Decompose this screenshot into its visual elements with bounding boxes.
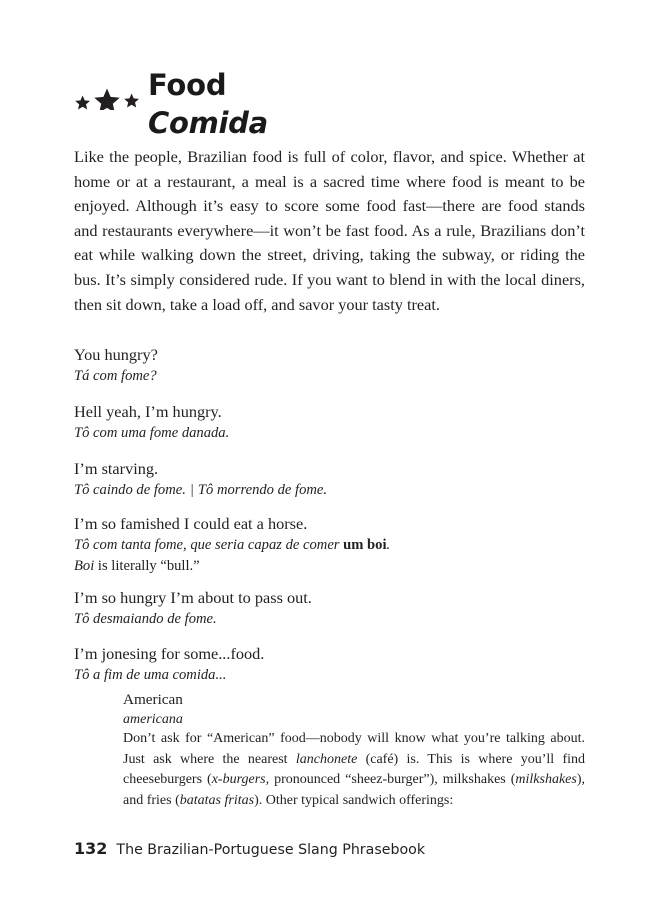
sub-entry-english: American [123,691,183,708]
phrase-variant: Tô caindo de fome. [74,482,186,498]
sub-entry [123,690,585,811]
large-star-icon [94,89,119,111]
phrase-english: I’m so famished I could eat a horse. [74,514,308,533]
phrase-entry [74,458,594,501]
phrase-portuguese: Tô com tanta fome, que seria capaz de comer um boi. [74,537,391,553]
phrase-portuguese: Tô desmaiando de fome. [74,611,217,627]
phrase-english: Hell yeah, I’m hungry. [74,402,222,421]
phrase-entry [74,513,594,576]
small-star-left-icon [75,96,90,110]
phrase-entry [74,587,594,630]
page-footer [74,838,425,861]
phrase-note: Boi is literally “bull.” [74,558,200,574]
phrase-english: I’m starving. [74,459,159,478]
phrase-portuguese: Tá com fome? [74,368,157,384]
book-title: The Brazilian-Portuguese Slang Phrasebook [116,842,426,858]
phrase-english: I’m jonesing for some...food. [74,644,265,663]
intro-paragraph: Like the people, Brazilian food is full of color, flavor, and spice. Whether at home or at a restaurant, a meal is a sacred time where food is meant to be enjoyed. Although it’s easy to score some food fast—there are food stands and restaurants everywhere—it won’t be fast food. As a rule, Brazilians don’t eat while walking down the street, driving, taking the subway, or riding the bus. It’s simply considered rude. If you want to blend in with the local diners, then sit down, take a load off, and savor your tasty treat. [74,147,585,314]
section-title: Food [148,68,227,102]
variant-separator: | [189,482,194,498]
phrase-entry [74,344,594,387]
phrase-english: I’m so hungry I’m about to pass out. [74,588,312,607]
sub-entry-portuguese: americana [123,712,183,727]
small-star-right-icon [124,94,139,108]
phrase-portuguese: Tô com uma fome danada. [74,425,230,441]
phrase-variant: Tô morrendo de fome. [197,482,328,498]
phrase-entry [74,643,594,686]
phrase-portuguese: Tô a fim de uma comida... [74,667,227,683]
emphasis: horse [267,514,304,533]
phrase-portuguese [74,480,594,501]
section-subtitle: Comida [148,106,268,140]
three-stars-icon [74,88,144,110]
phrase-entry [74,401,594,444]
phrase-english: You hungry? [74,345,158,364]
emphasis: um boi [343,537,387,553]
sub-entry-description: Don’t ask for “American” food—nobody will know what you’re talking about. Just ask where the nearest lanchonete (café) is. This is where you’ll find cheeseburgers (x-burgers, pronounced “sheez-burger”), milkshakes (milkshakes), and fries (batatas fritas). Other typical sandwich offerings: [123,731,586,808]
page-number: 132 [74,839,108,858]
